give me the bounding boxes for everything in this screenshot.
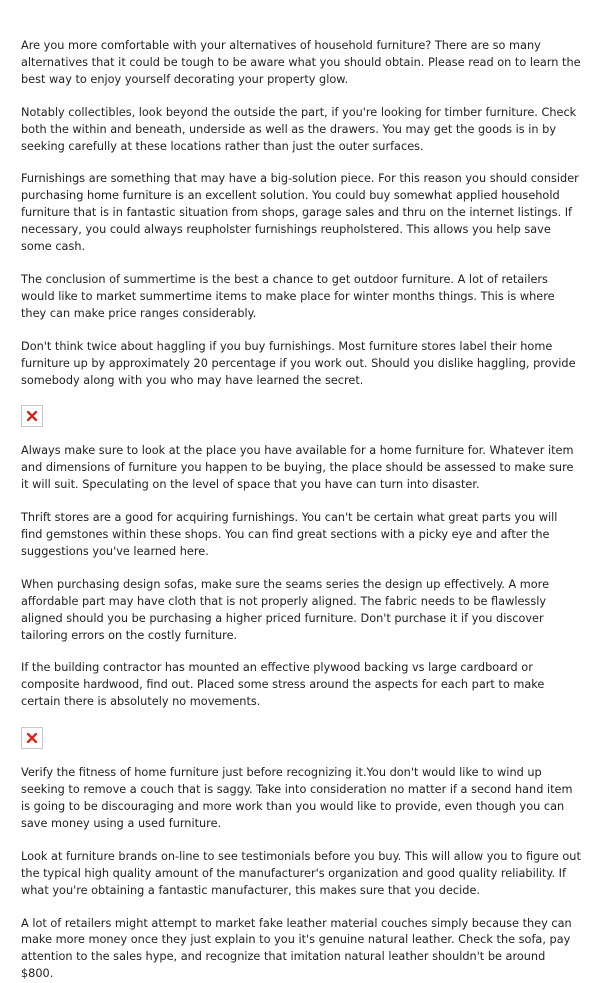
broken-image-placeholder-2 [21,727,43,749]
paragraph-8: When purchasing design sofas, make sure the seams series the design up effectively. A more affordable part may have cloth that is not properly aligned. The fabric needs to be flawlessly aligned should you be purchasing a higher priced furniture. Don't purchase it if you discover tailoring errors on the costly furniture. [21,577,550,642]
paragraph-6: Always make sure to look at the place you have available for a home furniture for. Whatever item and dimensions of furniture you happen to be buying, the place should be assessed to make sure it will suit. Speculating on the level of space that you have can turn into disaster. [21,444,574,492]
paragraph-9: If the building contractor has mounted an effective plywood backing vs large cardboard or composite hardwood, find out. Placed some stress around the aspects for each part to make certain there is absolutely no movements. [21,661,545,709]
paragraph-10: Verify the fitness of home furniture just before recognizing it.You don't would like to wind up seeking to remove a couch that is saggy. Take into consideration no matter if a second hand item is going to be discouraging and more work than you would like to provide, even though you can save money using a used furniture. [21,766,573,830]
paragraph-5: Don't think twice about haggling if you buy furnishings. Most furniture stores label their home furniture up by approximately 20 percentage if you work out. Should you dislike haggling, provide somebody along with you who may have learned the secret. [21,339,576,387]
paragraph-7: Thrift stores are a good for acquiring furnishings. You can't be certain what great parts you will find gemstones within these shops. You can find great sections with a picky eye and after the suggestions you've learned here. [21,511,558,558]
paragraph-2: Notably collectibles, look beyond the outside the part, if you're looking for timber furniture. Check both the within and beneath, underside as well as the drawers. You may get the goods is in by seeking carefully at these locations rather than just the outer surfaces. [21,105,577,153]
broken-image-icon [27,411,37,421]
paragraph-1: Are you more comfortable with your alternatives of household furniture? There are so many alternatives that it could be tough to be aware what you should obtain. Please read on to learn the best way to enjoy yourself decorating your property glow. [21,39,581,86]
broken-image-icon [27,733,37,743]
paragraph-4: The conclusion of summertime is the best a chance to get outdoor furniture. A lot of retailers would like to market summertime items to make place for winter months things. This is where they can make price ranges considerably. [21,272,555,320]
paragraph-12: A lot of retailers might attempt to market fake leather material couches simply because they can make more money once they just explain to you it's genuine natural leather. Check the sofa, pay attention to the sales hype, and recognize that imitation natural leather shouldn't be around $800. [21,916,572,981]
broken-image-placeholder-1 [21,405,43,427]
paragraph-11: Look at furniture brands on-line to see testimonials before you buy. This will allow you to figure out the typical high quality amount of the manufacturer's organization and good quality reliability. If what you're obtaining a fantastic manufacturer, this makes sure that you decide. [21,849,581,897]
paragraph-3: Furnishings are something that may have a big-solution piece. For this reason you should consider purchasing home furniture is an excellent solution. You could buy somewhat applied household furniture that is in fantastic situation from shops, garage sales and thru on the internet listings. If necessary, you could always reupholster furnishings reupholstered. This allows you help save some cash. [21,172,579,254]
